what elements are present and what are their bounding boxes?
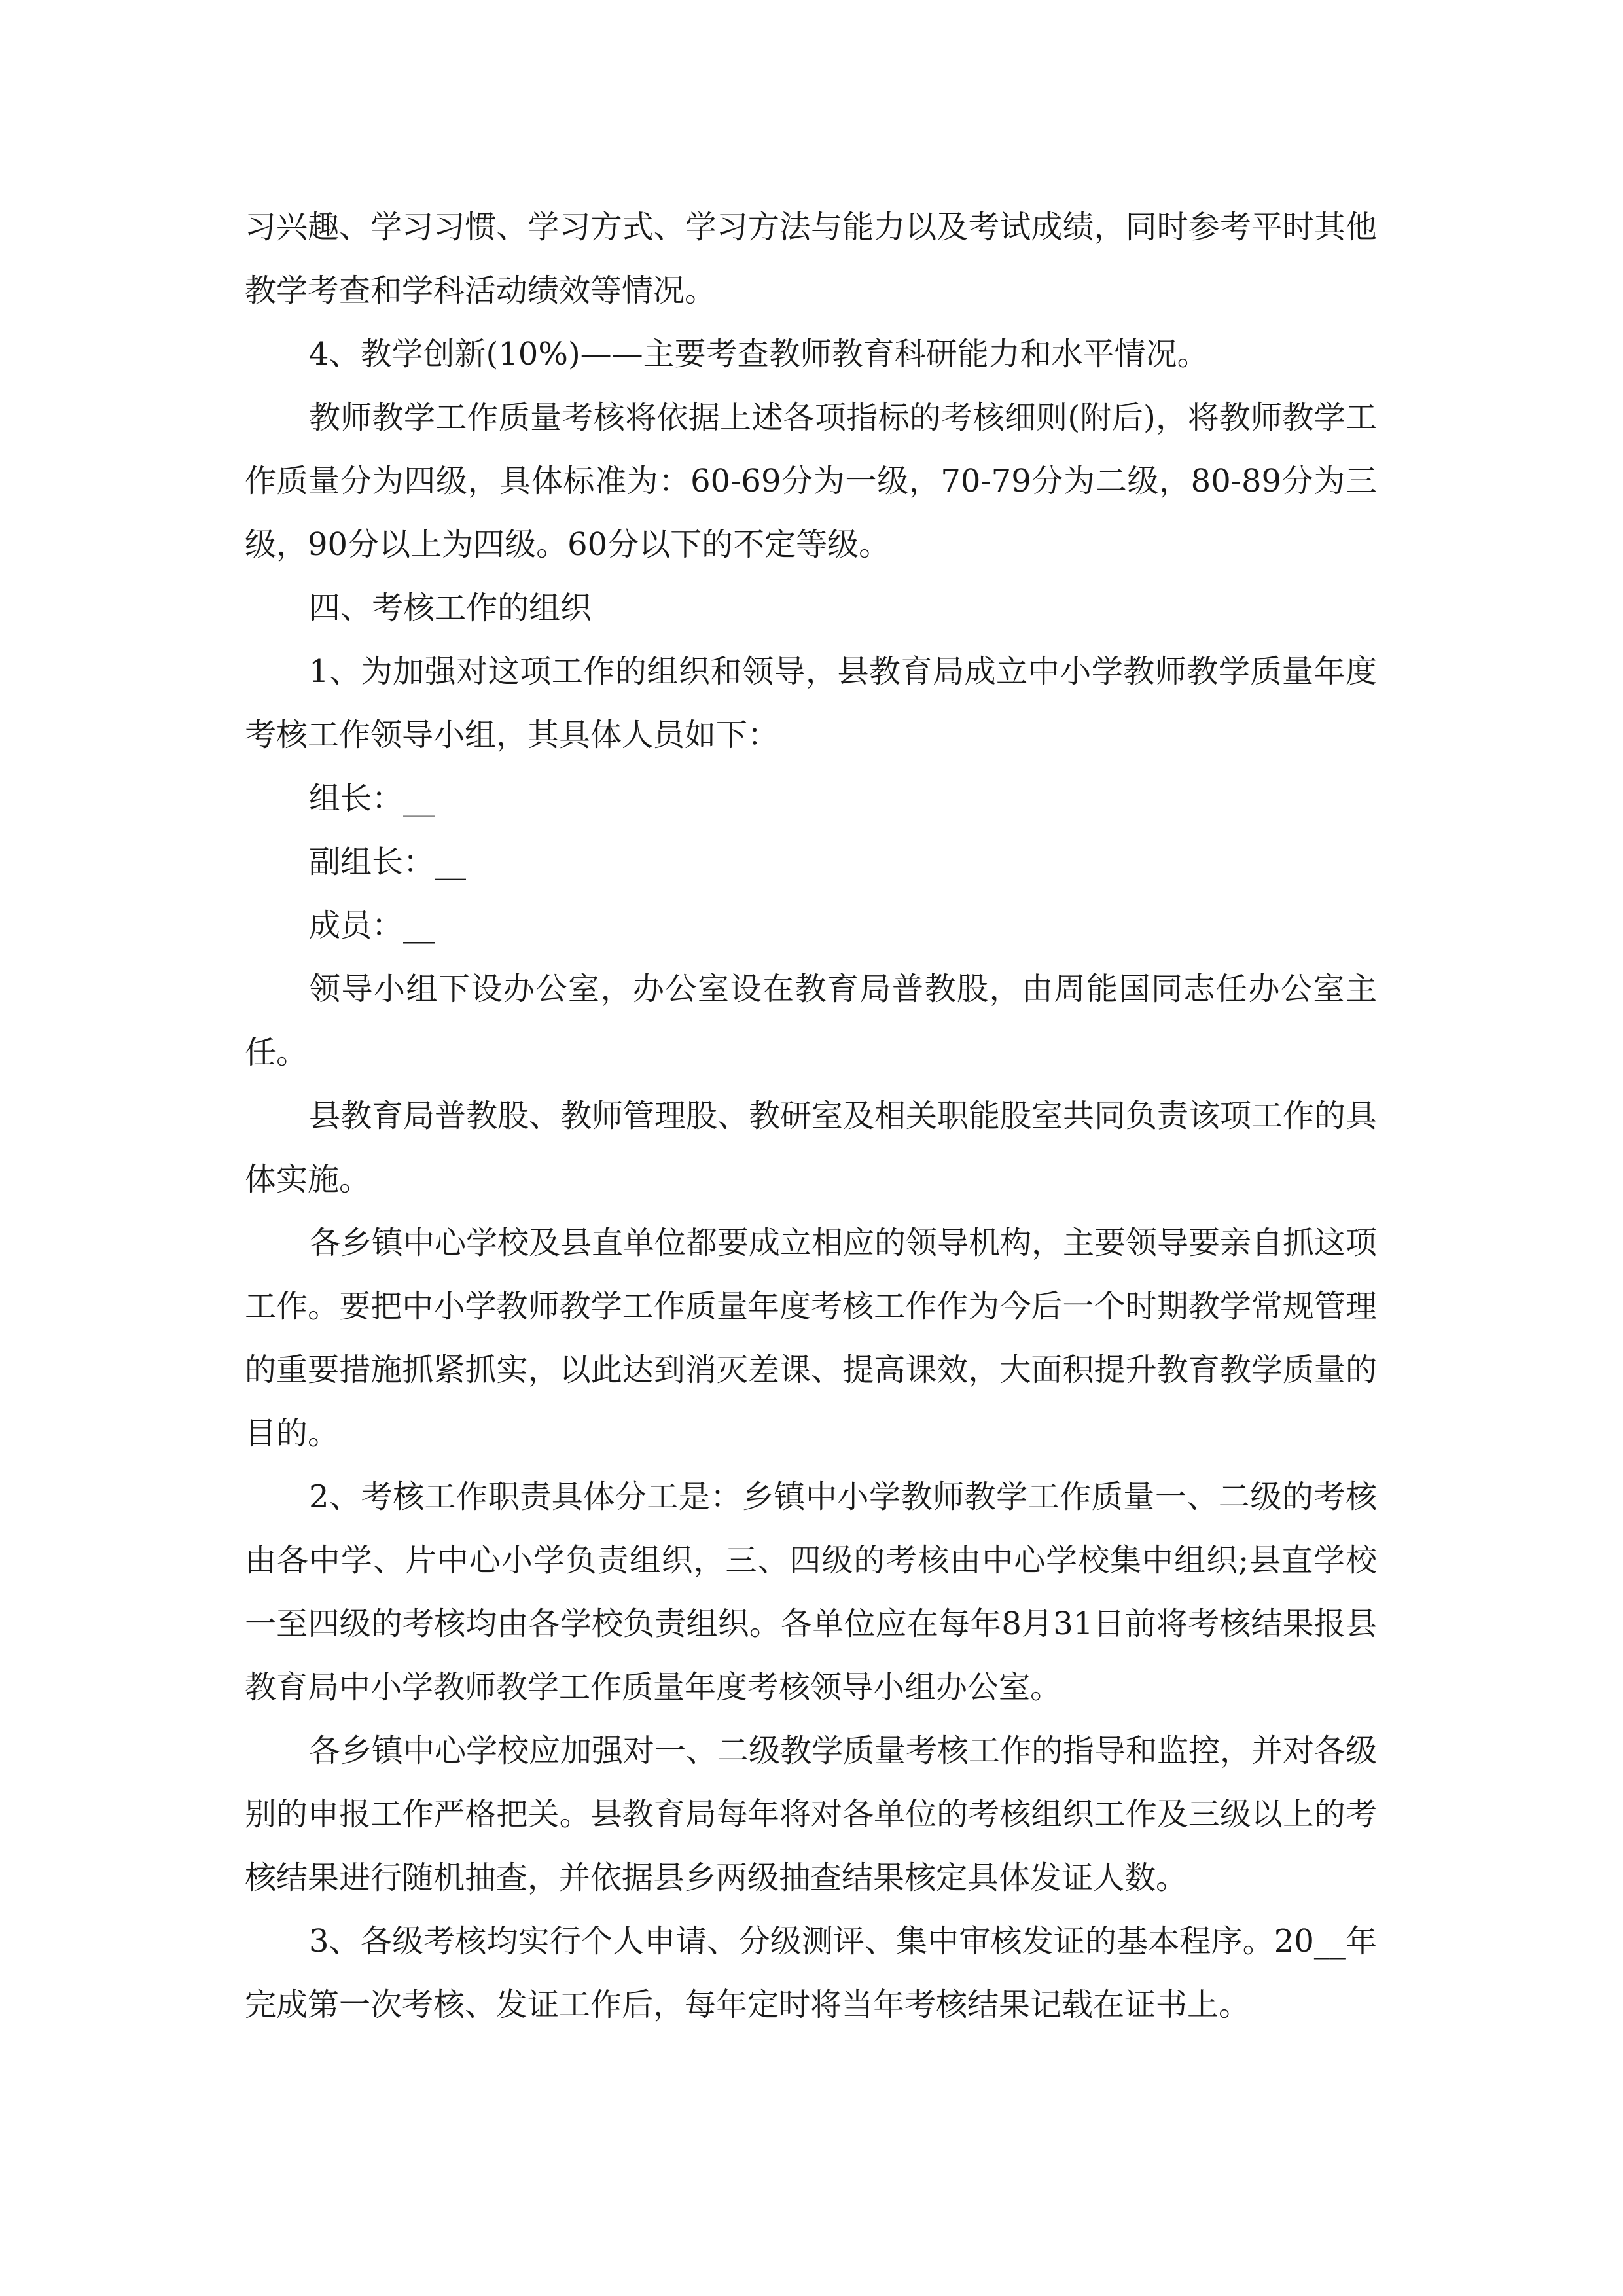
paragraph-13: 各乡镇中心学校应加强对一、二级教学质量考核工作的指导和监控，并对各级别的申报工作严格把关。县教育局每年将对各单位的考核组织工作及三级以上的考核结果进行随机抽查，并依据县乡两级抽查结果核定具体发证人数。 [245, 1732, 1378, 1896]
paragraph-11: 各乡镇中心学校及县直单位都要成立相应的领导机构，主要领导要亲自抓这项工作。要把中小学教师教学工作质量年度考核工作作为今后一个时期教学常规管理的重要措施抓紧抓实，以此达到消灭差课、提高课效，大面积提升教育教学质量的目的。 [245, 1225, 1378, 1452]
paragraph-10: 县教育局普教股、教师管理股、教研室及相关职能股室共同负责该项工作的具体实施。 [245, 1098, 1378, 1198]
leader-line: 组长：__ [309, 780, 435, 817]
vice-leader-line: 副组长：__ [309, 844, 467, 880]
paragraph-3: 教师教学工作质量考核将依据上述各项指标的考核细则(附后)，将教师教学工作质量分为四级，具体标准为：60-69分为一级，70-79分为二级，80-89分为三级，90分以上为四级。60分以下的不定等级。 [245, 399, 1377, 563]
section-heading: 四、考核工作的组织 [309, 590, 592, 626]
document-body [245, 196, 1377, 2037]
paragraph-2: 4、教学创新(10%)——主要考查教师教育科研能力和水平情况。 [309, 336, 1209, 372]
paragraph-5: 1、为加强对这项工作的组织和领导，县教育局成立中小学教师教学质量年度考核工作领导小组，其具体人员如下： [245, 653, 1377, 753]
paragraph-14: 3、各级考核均实行个人申请、分级测评、集中审核发证的基本程序。20__年完成第一次考核、发证工作后，每年定时将当年考核结果记载在证书上。 [245, 1923, 1377, 2023]
paragraph-12: 2、考核工作职责具体分工是：乡镇中小学教师教学工作质量一、二级的考核由各中学、片中心小学负责组织，三、四级的考核由中心学校集中组织;县直学校一至四级的考核均由各学校负责组织。各单位应在每年8月31日前将考核结果报县教育局中小学教师教学工作质量年度考核领导小组办公室。 [245, 1479, 1377, 1706]
paragraph-1: 习兴趣、学习习惯、学习方式、学习方法与能力以及考试成绩，同时参考平时其他教学考查和学科活动绩效等情况。 [245, 209, 1377, 309]
paragraph-9: 领导小组下设办公室，办公室设在教育局普教股，由周能国同志任办公室主任。 [245, 971, 1377, 1071]
members-line: 成员：__ [309, 907, 435, 944]
